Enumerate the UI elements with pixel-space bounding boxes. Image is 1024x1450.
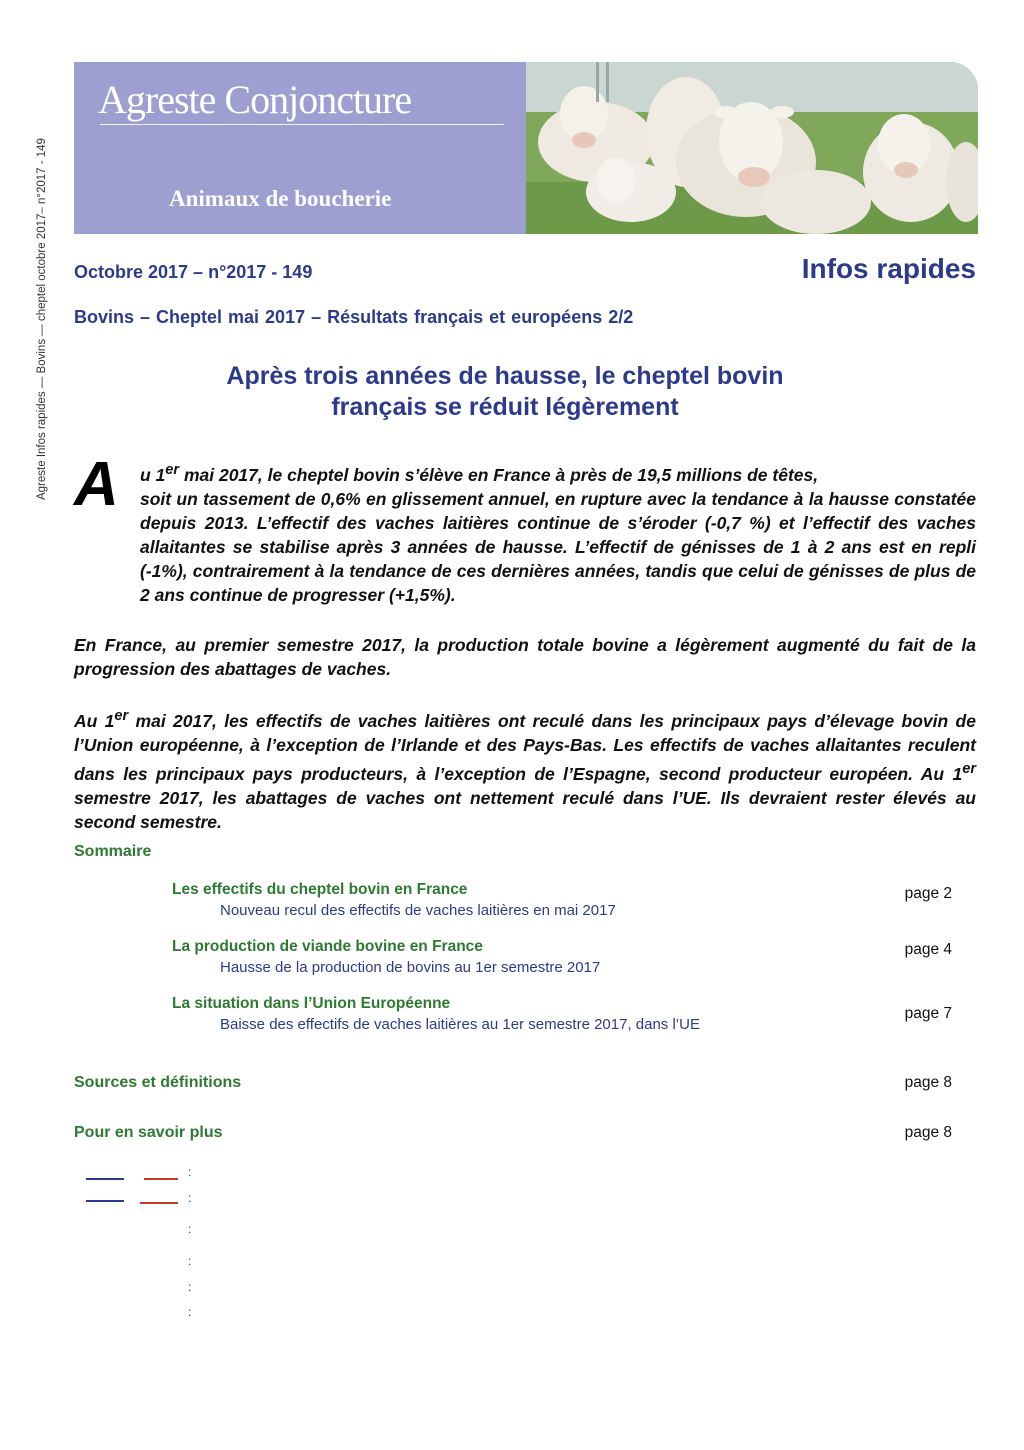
series-name: Infos rapides — [801, 253, 976, 284]
p3-text-c: semestre 2017, les abattages de vaches ont nettement reculé dans l’UE. Ils devraient rester élevés au second semestre. — [74, 787, 976, 832]
side-running-header: Agreste Infos rapides — Bovins — cheptel octobre 2017– n°2017 - 149 — [36, 138, 48, 500]
toc-item-title[interactable]: La production de viande bovine en France — [172, 938, 483, 955]
toc-sources-title[interactable]: Sources et définitions — [74, 1074, 242, 1091]
footer-colon: : — [188, 1280, 192, 1294]
toc-item-page: page 2 — [904, 885, 952, 902]
footer-colon: : — [188, 1305, 192, 1319]
lead-sup: er — [165, 462, 180, 478]
toc-item[interactable] — [172, 938, 952, 976]
footer-colon: : — [188, 1254, 192, 1268]
lead-line-1 — [74, 458, 976, 487]
lead-text-a: u 1 — [140, 464, 166, 485]
footer-rule — [144, 1178, 178, 1180]
toc-item-subtitle: Nouveau recul des effectifs de vaches laitières en mai 2017 — [220, 902, 616, 919]
lead-text-rest: soit un tassement de 0,6% en glissement annuel, en rupture avec la tendance à la hausse constatée depuis 2013. L’effectif des vaches laitières continue de s’éroder (-0,7 %) et l’effectif des vaches allaitantes se stabilise après 3 années de hausse. L’effectif de génisses de 1 à 2 ans est en repli (-1%), contrairement à la tendance de ces dernières années, tandis que celui de génisses de plus de 2 ans continue de progresser (+1,5%). — [140, 488, 976, 605]
p3-text-a: Au 1 — [74, 710, 115, 731]
footer-rule — [140, 1202, 178, 1204]
headline-line-1: Après trois années de hausse, le cheptel bovin — [226, 362, 784, 390]
lead-paragraph — [74, 450, 976, 607]
toc-item[interactable] — [172, 995, 952, 1033]
brand-logo-text: Agreste Conjoncture — [98, 77, 412, 122]
toc-sources[interactable] — [74, 1074, 952, 1092]
toc-item-title[interactable]: La situation dans l’Union Européenne — [172, 995, 451, 1012]
toc-item-title[interactable]: Les effectifs du cheptel bovin en France — [172, 881, 468, 898]
sommaire-title: Sommaire — [74, 843, 152, 860]
headline-line-2: français se réduit légèrement — [331, 393, 679, 421]
cows-in-field-photo-icon — [526, 62, 978, 234]
issue-number: Octobre 2017 – n°2017 - 149 — [74, 262, 313, 282]
lead-text-b: mai 2017, le cheptel bovin s’élève en France à près de 19,5 millions de têtes, — [179, 464, 819, 485]
toc-sources-page: page 8 — [904, 1074, 952, 1091]
headline — [100, 361, 1024, 423]
toc-item-subtitle: Baisse des effectifs de vaches laitières au 1er semestre 2017, dans l’UE — [220, 1016, 700, 1033]
toc-item-page: page 7 — [904, 1005, 952, 1022]
toc-item-subtitle: Hausse de la production de bovins au 1er semestre 2017 — [220, 959, 601, 976]
p3-sup-1: er — [114, 708, 129, 724]
lead-rest — [74, 487, 976, 607]
paragraph-2: En France, au premier semestre 2017, la production totale bovine a légèrement augmenté du fait de la progression des abattages de vaches. — [74, 635, 976, 679]
toc-item[interactable] — [172, 881, 952, 919]
drop-cap: A — [74, 450, 119, 519]
footer-colon: : — [188, 1222, 192, 1236]
footer-colon: : — [188, 1165, 192, 1179]
toc-more-info-title[interactable]: Pour en savoir plus — [74, 1124, 223, 1141]
p3-text-b: mai 2017, les effectifs de vaches laitières ont reculé dans les principaux pays d’élevage bovin de l’Union européenne, à l’exception de l’Irlande et des Pays-Bas. Les effectifs de vaches allaitantes reculent dans les principaux pays producteurs, à l’exception de l’Espagne, second producteur européen. Au 1 — [74, 710, 976, 784]
p3-sup-2: er — [962, 760, 976, 777]
header-banner — [74, 62, 978, 234]
banner-title-panel — [74, 62, 526, 234]
banner-subtitle: Animaux de boucherie — [169, 186, 392, 211]
toc-more-info-page: page 8 — [904, 1124, 952, 1141]
footer-rule — [86, 1178, 124, 1180]
footer-colon: : — [188, 1191, 192, 1205]
brand-underline — [100, 124, 504, 125]
footer-rule — [86, 1200, 124, 1202]
cows-photo — [526, 62, 978, 234]
toc-item-page: page 4 — [904, 941, 952, 958]
toc-more-info[interactable] — [74, 1124, 952, 1142]
subject-line: Bovins – Cheptel mai 2017 – Résultats français et européens 2/2 — [74, 307, 634, 327]
paragraph-3 — [74, 704, 976, 834]
